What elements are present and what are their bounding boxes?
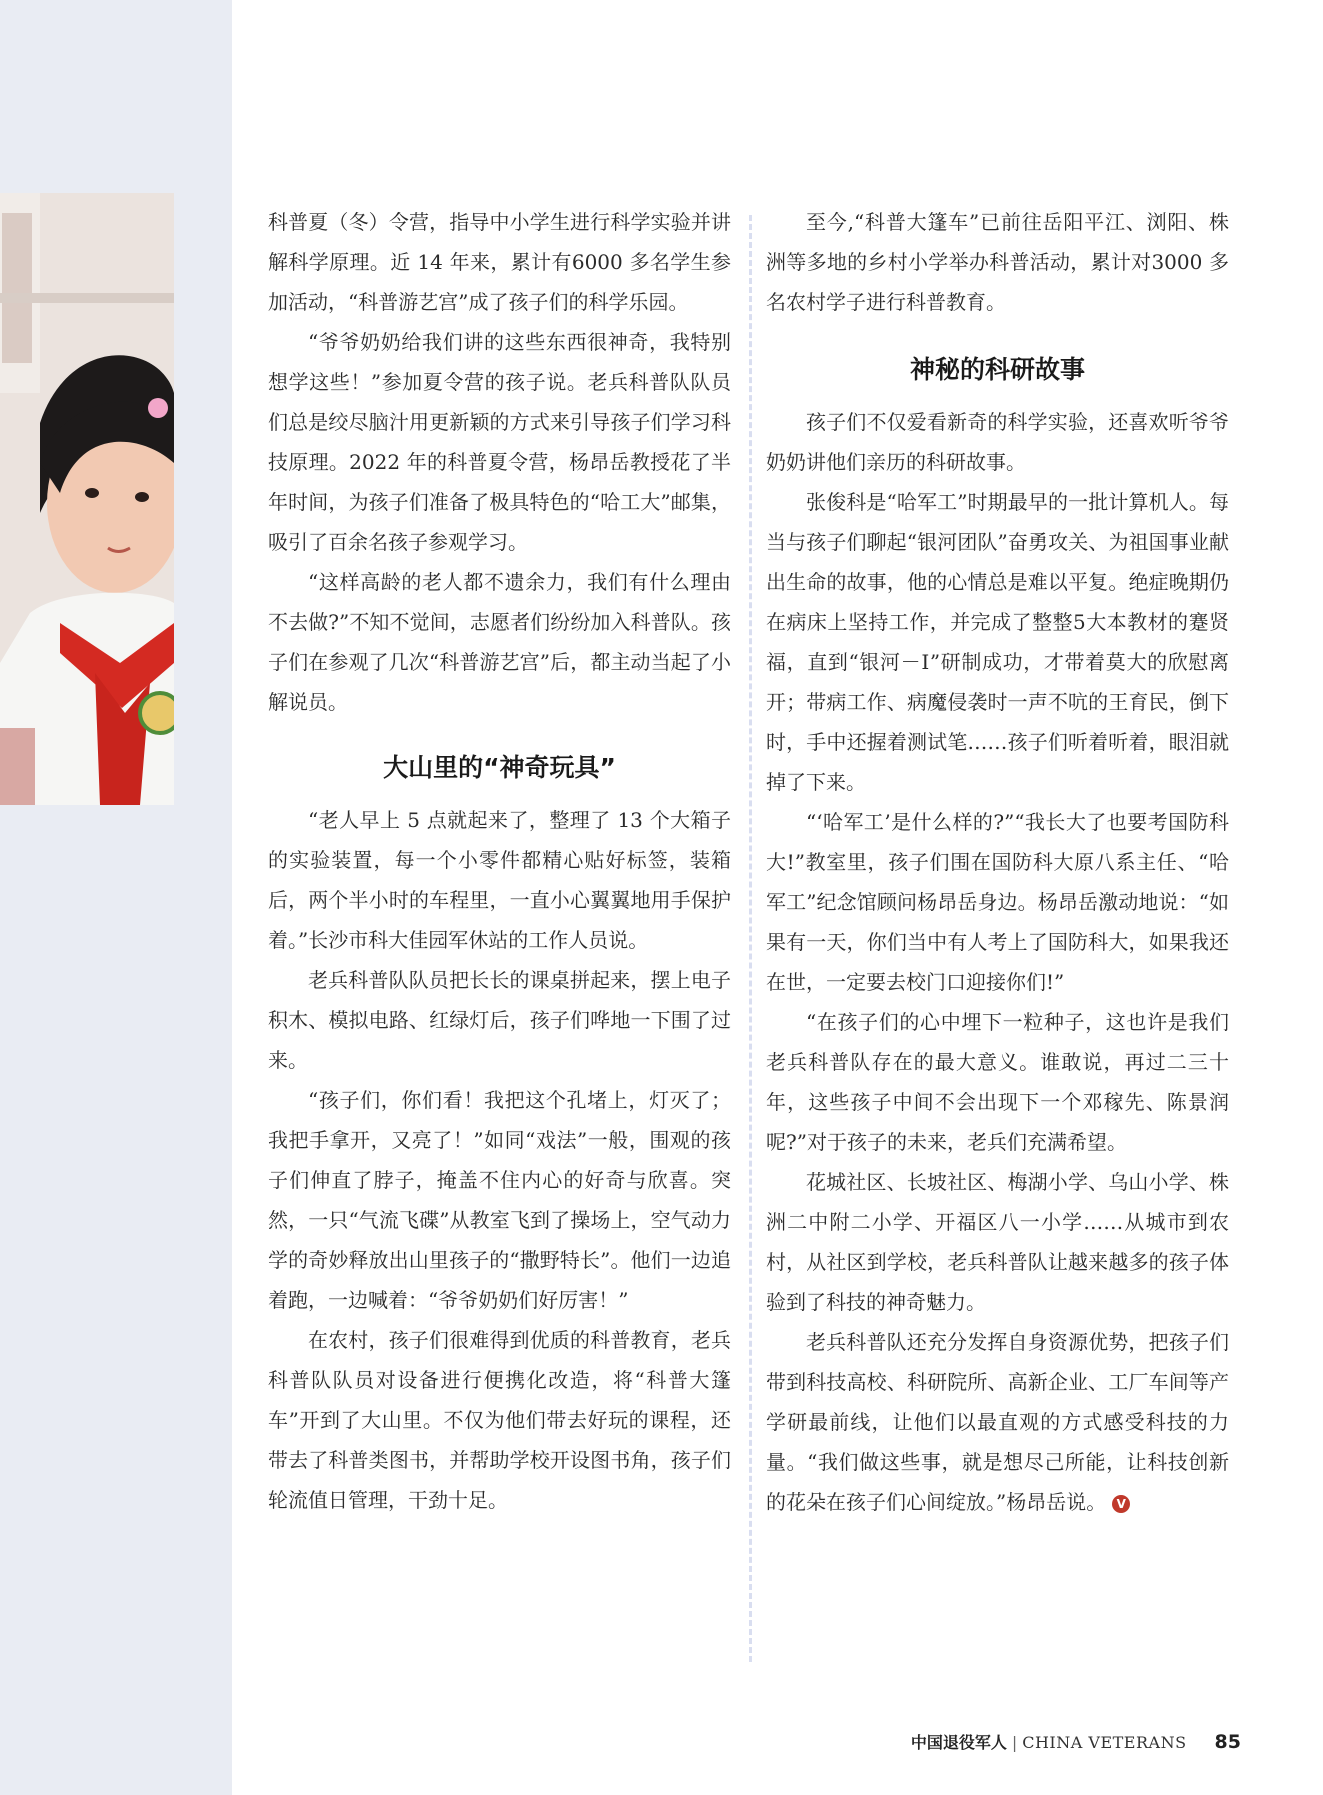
page-number: 85 [1214,1731,1241,1753]
paragraph: 花城社区、长坡社区、梅湖小学、乌山小学、株洲二中附二小学、开福区八一小学……从城市到农村，从社区到学校，老兵科普队让越来越多的孩子体验到了科技的神奇魅力。 [766,1170,1229,1314]
paragraph: “在孩子们的心中埋下一粒种子，这也许是我们老兵科普队存在的最大意义。谁敢说，再过二三十年，这些孩子中间不会出现下一个邓稼先、陈景润呢?”对于孩子的未来，老兵们充满希望。 [766,1010,1229,1154]
paragraph: “爷爷奶奶给我们讲的这些东西很神奇，我特别想学这些！”参加夏令营的孩子说。老兵科普队队员们总是绞尽脑汁用更新颖的方式来引导孩子们学习科技原理。2022 年的科普夏令营，杨昂岳教授花了半年时间，为孩子们准备了极具特色的“哈工大”邮集，吸引了百余名孩子参观学习。 [268,330,731,554]
paragraph: “老人早上 5 点就起来了，整理了 13 个大箱子的实验装置，每一个小零件都精心贴好标签，装箱后，两个半小时的车程里，一直小心翼翼地用手保护着。”长沙市科大佳园军休站的工作人员说。 [268,808,731,952]
section-heading: 大山里的“神奇玩具” [383,753,616,782]
section-heading: 神秘的科研故事 [909,355,1085,384]
paragraph: 孩子们不仅爱看新奇的科学实验，还喜欢听爷爷奶奶讲他们亲历的科研故事。 [766,410,1229,474]
paragraph-last-text: 老兵科普队还充分发挥自身资源优势，把孩子们带到科技高校、科研院所、高新企业、工厂车间等产学研最前线，让他们以最直观的方式感受科技的力量。“我们做这些事，就是想尽己所能，让科技创新的花朵在孩子们心间绽放。”杨昂岳说。 [766,1330,1229,1514]
page-footer [911,1730,1241,1760]
paragraph: 张俊科是“哈军工”时期最早的一批计算机人。每当与孩子们聊起“银河团队”奋勇攻关、为祖国事业献出生命的故事，他的心情总是难以平复。绝症晚期仍在病床上坚持工作，并完成了整整5大本教材的蹇贤福，直到“银河－Ⅰ”研制成功，才带着莫大的欣慰离开；带病工作、病魔侵袭时一声不吭的王育民，倒下时，手中还握着测试笔……孩子们听着听着，眼泪就掉了下来。 [766,490,1229,794]
paragraph-last [766,1322,1229,1522]
end-mark-icon: V [1112,1495,1130,1513]
paragraph: 科普夏（冬）令营，指导中小学生进行科学实验并讲解科学原理。近 14 年来，累计有6000 多名学生参加活动，“科普游艺宫”成了孩子们的科学乐园。 [268,210,731,314]
footer-separator: | [1011,1733,1018,1752]
student-photo-illustration [0,193,174,805]
left-text-column [268,202,731,1520]
right-text-column [766,202,1229,1522]
paragraph: “孩子们，你们看！我把这个孔堵上，灯灭了；我把手拿开，又亮了！”如同“戏法”一般，围观的孩子们伸直了脖子，掩盖不住内心的好奇与欣喜。突然，一只“气流飞碟”从教室飞到了操场上，空气动力学的奇妙释放出山里孩子的“撒野特长”。他们一边追着跑，一边喊着：“爷爷奶奶们好厉害！” [268,1088,731,1312]
magazine-name-en: CHINA VETERANS [1022,1733,1187,1752]
student-photo [0,193,174,805]
paragraph: 老兵科普队队员把长长的课桌拼起来，摆上电子积木、模拟电路、红绿灯后，孩子们哗地一下围了过来。 [268,968,731,1072]
magazine-name-cn: 中国退役军人 [910,1733,1007,1752]
paragraph: 至今,“科普大篷车”已前往岳阳平江、浏阳、株洲等多地的乡村小学举办科普活动，累计对3000 多名农村学子进行科普教育。 [766,210,1229,314]
paragraph: 在农村，孩子们很难得到优质的科普教育，老兵科普队队员对设备进行便携化改造，将“科普大篷车”开到了大山里。不仅为他们带去好玩的课程，还带去了科普类图书，并帮助学校开设图书角，孩子们轮流值日管理，干劲十足。 [268,1328,731,1512]
paragraph: “‘哈军工’是什么样的?”“我长大了也要考国防科大!”教室里，孩子们围在国防科大原八系主任、“哈军工”纪念馆顾问杨昂岳身边。杨昂岳激动地说：“如果有一天，你们当中有人考上了国防科大，如果我还在世，一定要去校门口迎接你们!” [766,810,1229,994]
column-divider [749,215,752,1662]
paragraph: “这样高龄的老人都不遗余力，我们有什么理由不去做?”不知不觉间，志愿者们纷纷加入科普队。孩子们在参观了几次“科普游艺宫”后，都主动当起了小解说员。 [268,570,731,714]
